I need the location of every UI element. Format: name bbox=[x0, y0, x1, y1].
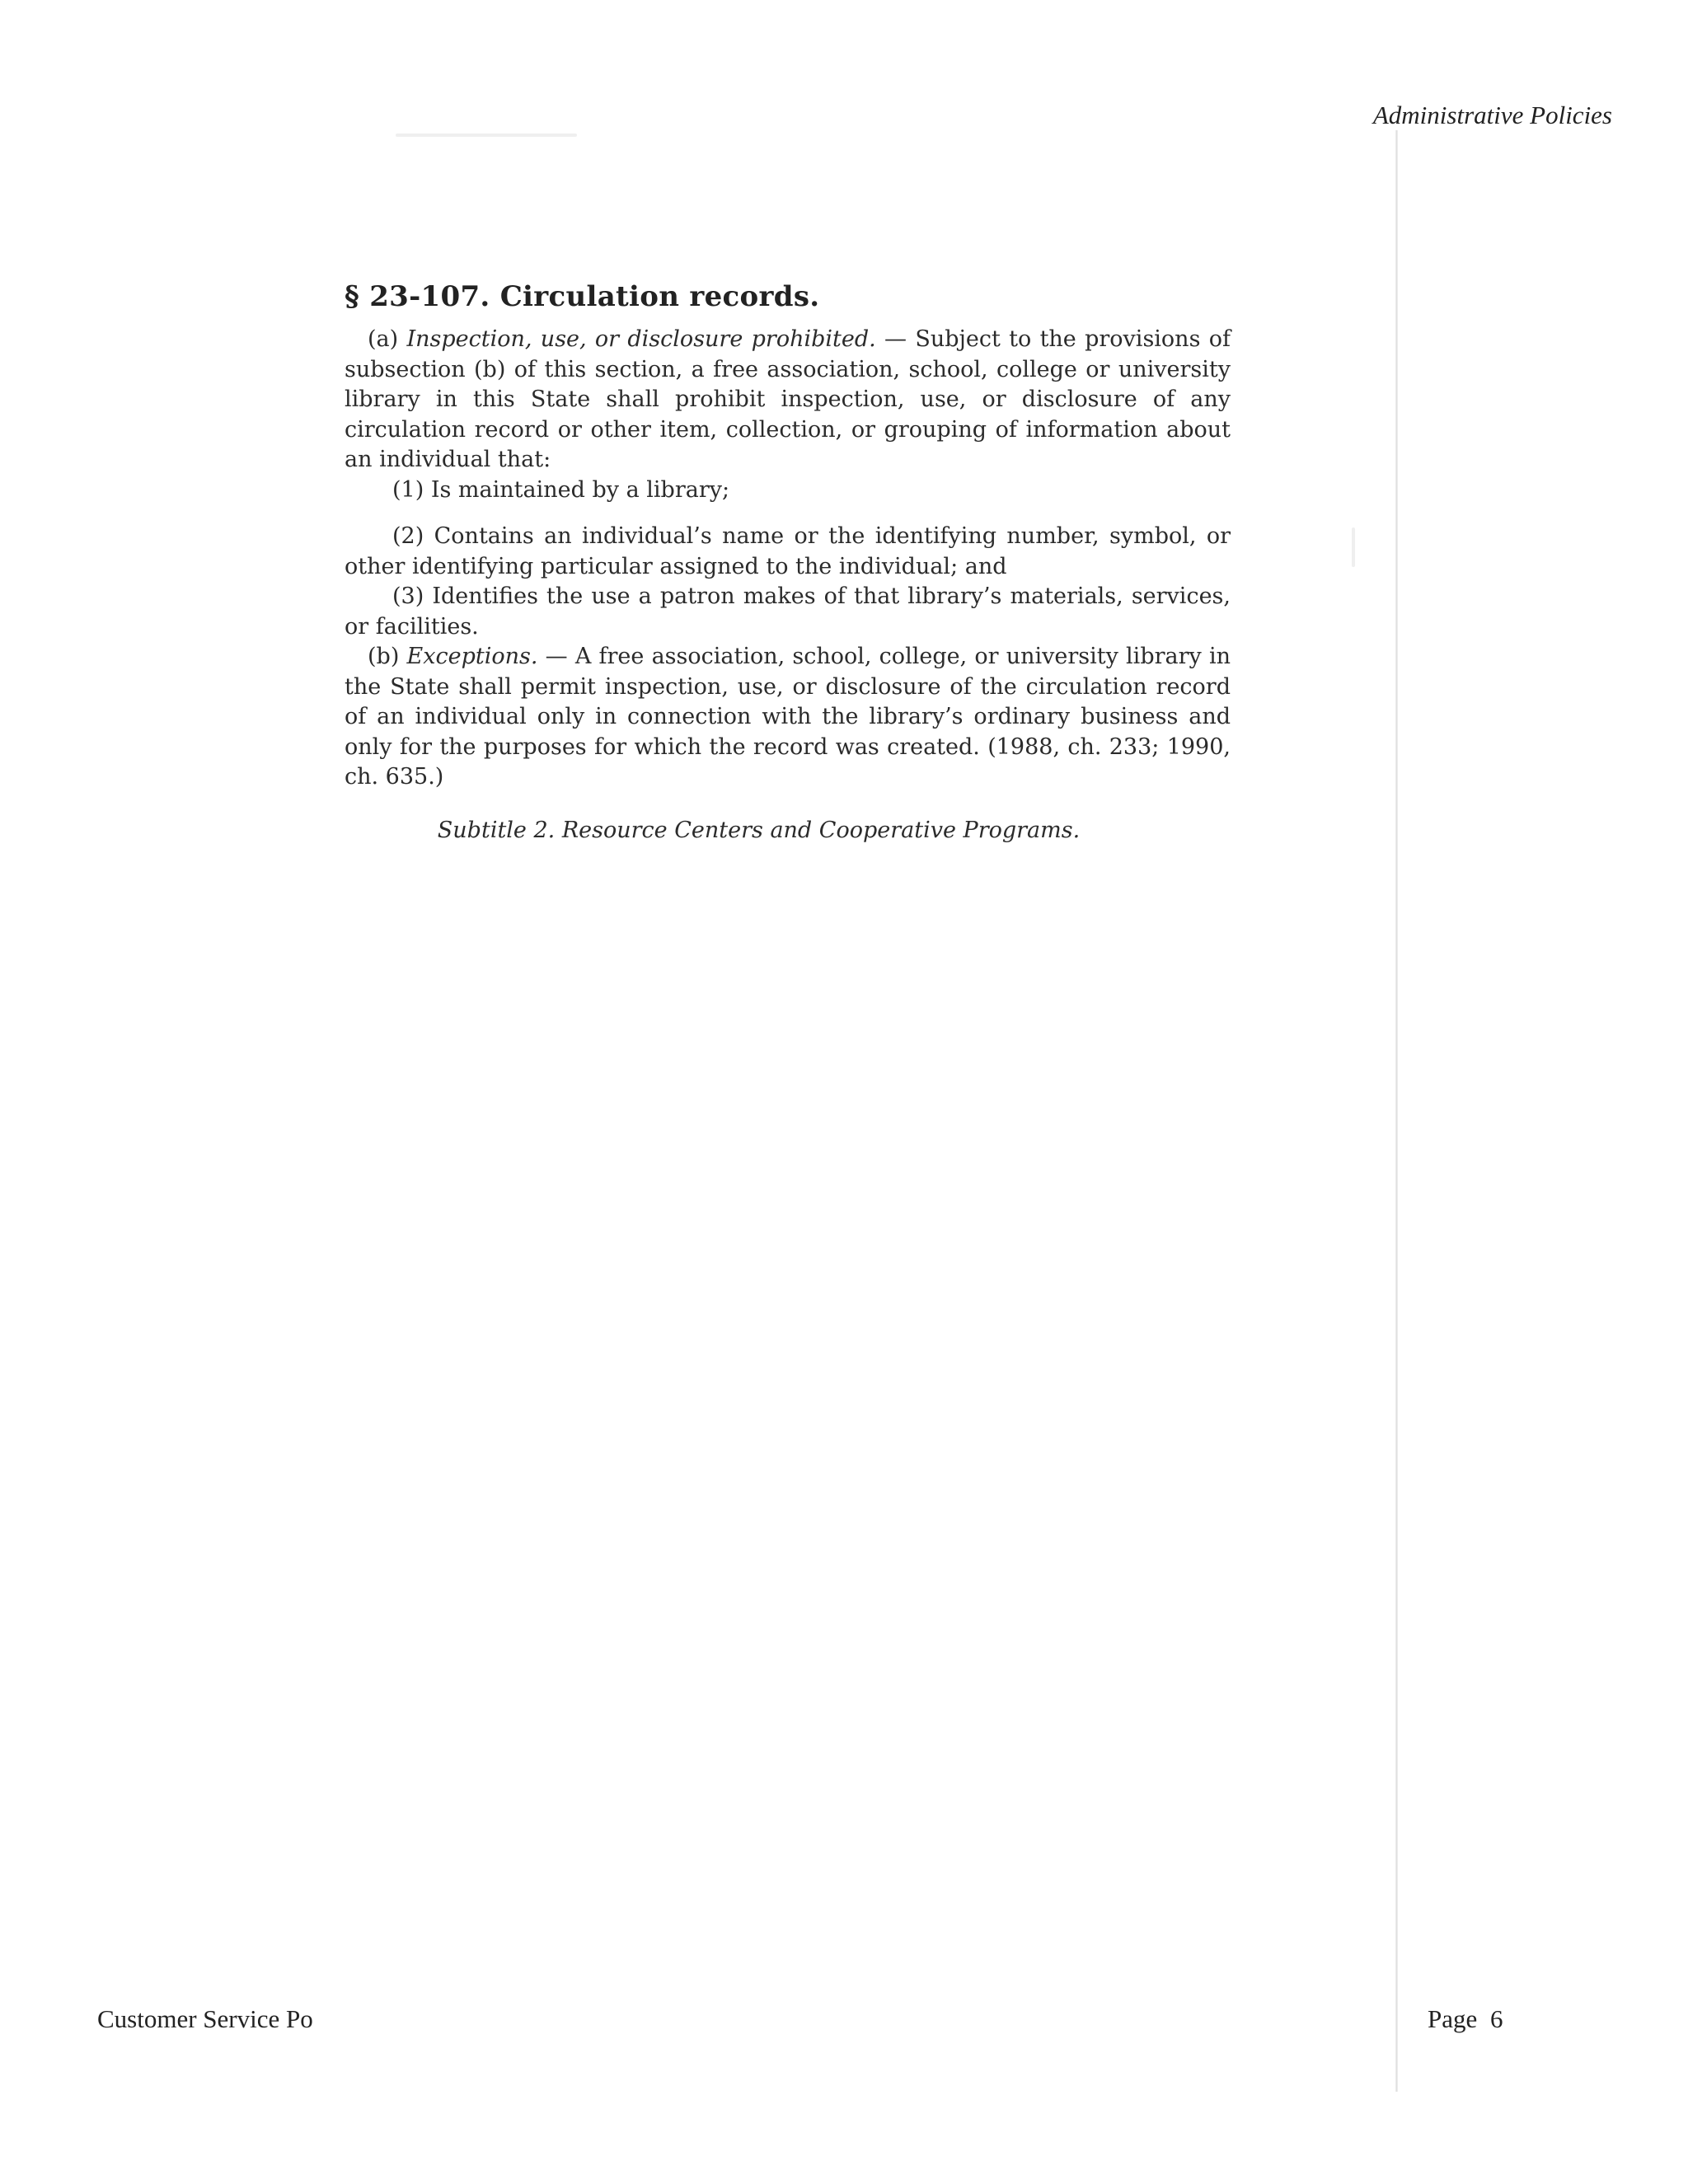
subsection-b bbox=[345, 642, 1231, 793]
subsection-a-text: — Subject to the provisions of subsection (b) of this section, a free association, school, college or university library in this State shall prohibit inspection, use, or disclosure of any circulation record or other item, collection, or grouping of information about an individual that: bbox=[345, 326, 1231, 472]
subsection-b-text: — A free association, school, college, or university library in the State shall permit inspection, use, or disclosure of the circulation record of an individual only in connection with the library’s ordinary business and only for the purposes for which the record was created. (1988, ch. 233; 1990, ch. 635.) bbox=[345, 644, 1231, 790]
section-title: § 23-107. Circulation records. bbox=[345, 280, 820, 313]
list-item-2: (2) Contains an individual’s name or the identifying number, symbol, or other identifying particular assigned to the individual; and bbox=[345, 523, 1231, 579]
footer-document-title: Customer Service Po bbox=[97, 2004, 313, 2033]
margin-rule bbox=[1395, 130, 1398, 2092]
subsection-a bbox=[345, 325, 1231, 476]
subsection-a-heading: Inspection, use, or disclosure prohibited. bbox=[406, 326, 876, 352]
list-item-1: (1) Is maintained by a library; bbox=[392, 476, 730, 503]
running-header: Administrative Policies bbox=[1372, 101, 1612, 129]
list-item-3: (3) Identifies the use a patron makes of that library’s materials, services, or facilities. bbox=[345, 583, 1231, 640]
subtitle-heading: Subtitle 2. Resource Centers and Cooperative Programs. bbox=[437, 817, 1081, 843]
subsection-b-label: (b) bbox=[368, 644, 407, 669]
subsection-a-label: (a) bbox=[368, 326, 407, 352]
page-number: Page 6 bbox=[1428, 2004, 1503, 2033]
scan-artifact bbox=[396, 134, 577, 137]
subsection-b-heading: Exceptions. bbox=[406, 644, 538, 669]
scan-artifact bbox=[1352, 527, 1355, 567]
statute-excerpt bbox=[345, 280, 1231, 865]
